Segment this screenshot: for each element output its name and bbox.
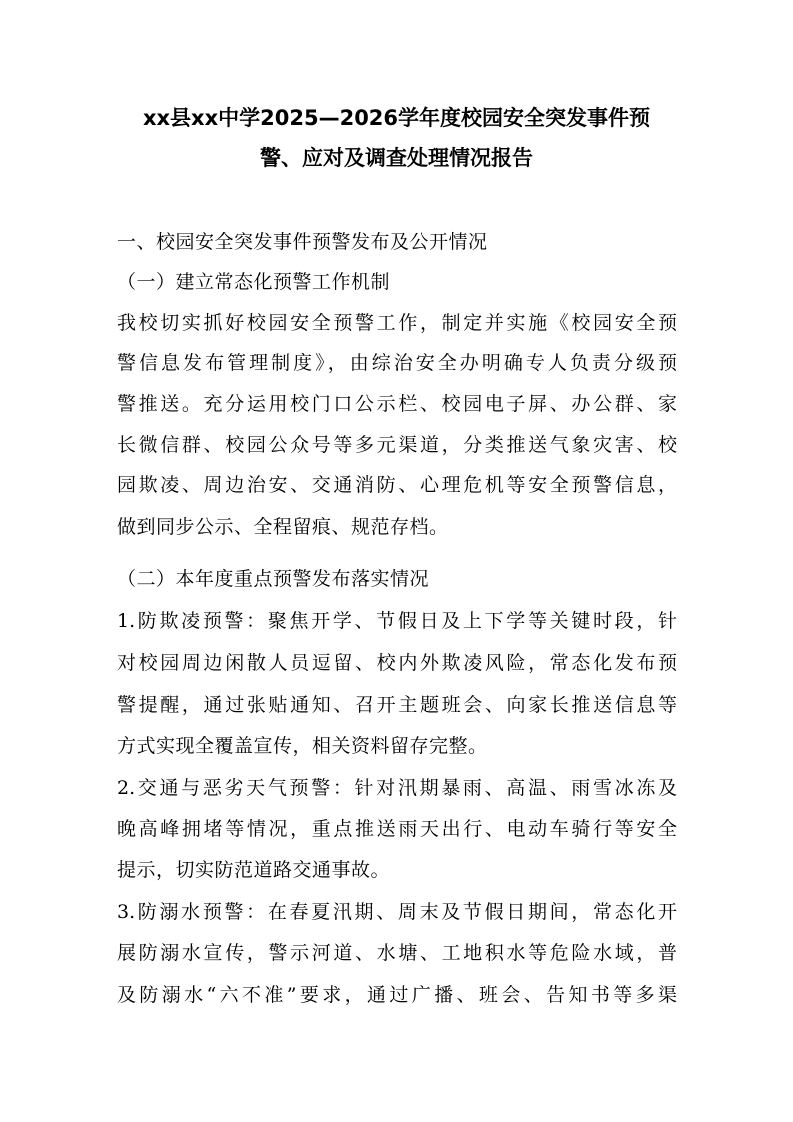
document-title-line-2: 警、应对及调查处理情况报告 (260, 146, 533, 170)
paragraph-line: 提示，切实防范道路交通事故。 (117, 859, 391, 881)
paragraph-line: 做到同步公示、全程留痕、规范存档。 (117, 516, 449, 538)
paragraph-line: 警推送。充分运用校门口公示栏、校园电子屏、办公群、家 (117, 393, 677, 415)
paragraph-line: 对校园周边闲散人员逗留、校内外欺凌风险，常态化发布预 (117, 652, 677, 674)
paragraph-line: 1.防欺凌预警：聚焦开学、节假日及上下学等关键时段，针 (117, 610, 677, 632)
paragraph-line: 警信息发布管理制度》，由综治安全办明确专人负责分级预 (117, 352, 677, 374)
section-heading-1: 一、校园安全突发事件预警发布及公开情况 (117, 231, 488, 253)
paragraph-line: 警提醒，通过张贴通知、召开主题班会、向家长推送信息等 (117, 694, 677, 716)
document-title-line-1: xx县xx中学2025—2026学年度校园安全突发事件预 (142, 106, 651, 130)
paragraph-line: 晚高峰拥堵等情况，重点推送雨天出行、电动车骑行等安全 (117, 818, 677, 840)
paragraph-line: 及防溺水“六不准”要求，通过广播、班会、告知书等多渠 (117, 984, 677, 1006)
paragraph-line: 园欺凌、周边治安、交通消防、心理危机等安全预警信息， (117, 474, 677, 496)
subsection-heading-2: （二）本年度重点预警发布落实情况 (117, 568, 430, 590)
subsection-heading-1: （一）建立常态化预警工作机制 (117, 271, 391, 293)
paragraph-line: 2.交通与恶劣天气预警：针对汛期暴雨、高温、雨雪冰冻及 (117, 777, 677, 799)
paragraph-line: 方式实现全覆盖宣传，相关资料留存完整。 (117, 735, 488, 757)
paragraph-line: 长微信群、校园公众号等多元渠道，分类推送气象灾害、校 (117, 434, 677, 456)
paragraph-line: 3.防溺水预警：在春夏汛期、周末及节假日期间，常态化开 (117, 901, 677, 923)
paragraph-line: 我校切实抓好校园安全预警工作，制定并实施《校园安全预 (117, 312, 677, 334)
paragraph-line: 展防溺水宣传，警示河道、水塘、工地积水等危险水域，普 (117, 942, 677, 964)
